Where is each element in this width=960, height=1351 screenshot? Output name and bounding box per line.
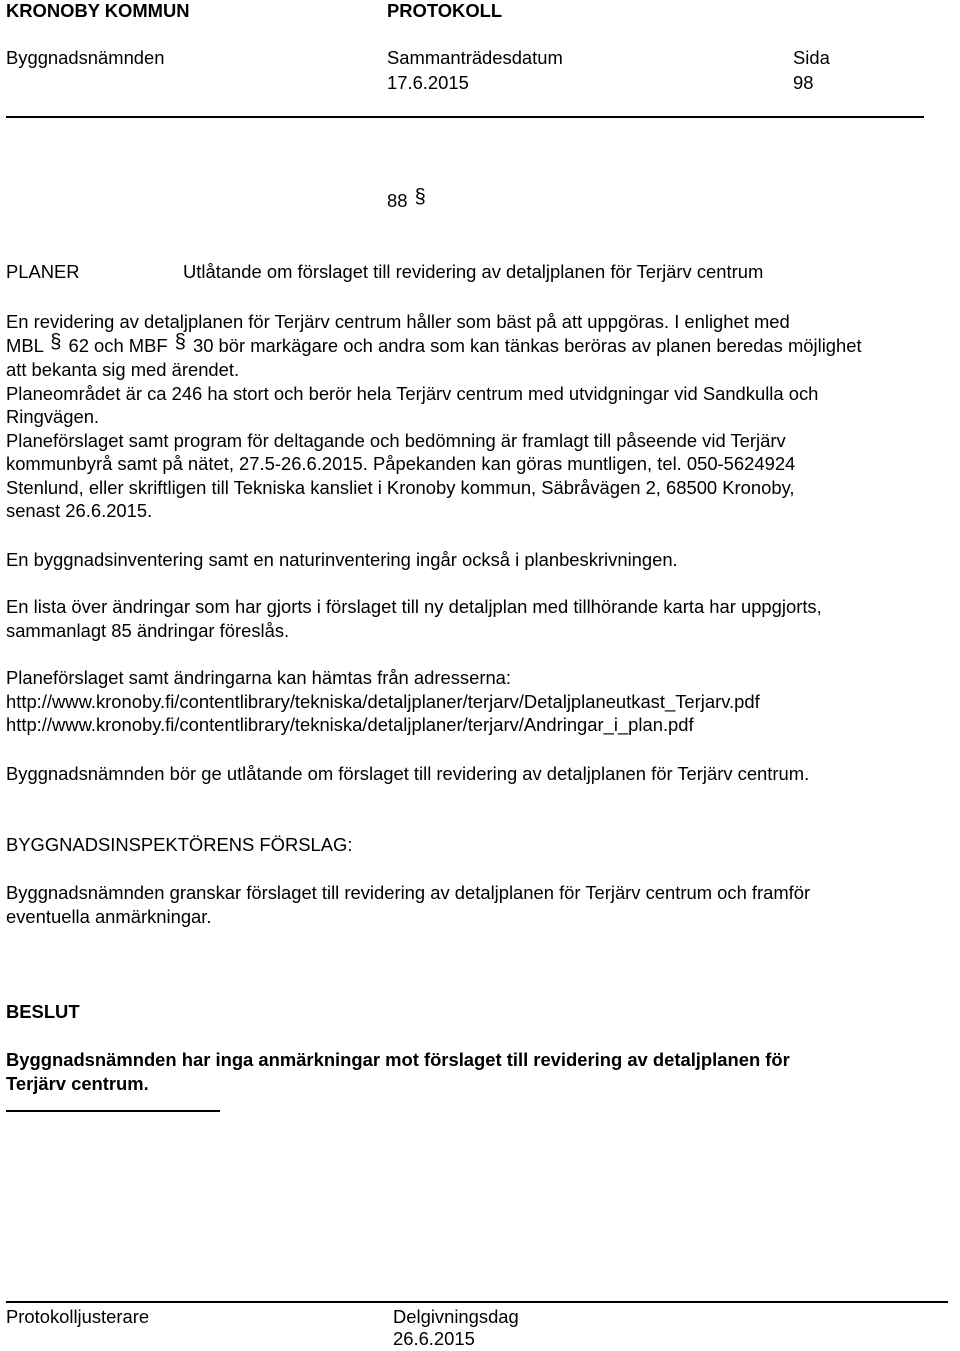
section-symbol: § xyxy=(174,330,186,353)
text-line: En lista över ändringar som har gjorts i förslaget till ny detaljplan med tillhörande karta har uppgjorts, xyxy=(6,596,822,617)
text-line: Byggnadsnämnden har inga anmärkningar mot förslaget till revidering av detaljplanen för xyxy=(6,1049,790,1070)
page-number: 98 xyxy=(793,72,814,93)
proposal-heading: BYGGNADSINSPEKTÖRENS FÖRSLAG: xyxy=(6,834,353,855)
text-line: sammanlagt 85 ändringar föreslås. xyxy=(6,619,290,641)
section-symbol: § xyxy=(414,186,426,208)
municipality-name: KRONOBY KOMMUN xyxy=(6,0,190,21)
intro-paragraph xyxy=(6,310,946,523)
section-number-value: 88 xyxy=(387,190,408,211)
text-line: En revidering av detaljplanen för Terjärv centrum håller som bäst på att uppgöras. I enlighet med xyxy=(6,311,790,332)
text-line: Byggnadsnämnden bör ge utlåtande om förslaget till revidering av detaljplanen för Terjärv centrum. xyxy=(6,763,810,784)
meeting-date-value: 17.6.2015 xyxy=(387,72,469,93)
decision-heading: BESLUT xyxy=(6,1001,80,1022)
document-type: PROTOKOLL xyxy=(387,0,503,21)
text-line: Ringvägen. xyxy=(6,406,100,427)
meeting-date-label: Sammanträdesdatum xyxy=(387,47,563,68)
text-line: Byggnadsnämnden granskar förslaget till revidering av detaljplanen för Terjärv centrum och framför xyxy=(6,882,811,903)
text-line: En byggnadsinventering samt en naturinventering ingår också i planbeskrivningen. xyxy=(6,549,678,570)
text-line: Stenlund, eller skriftligen till Tekniska kansliet i Kronoby kommun, Säbråvägen 2, 68500 Kronoby, xyxy=(6,476,795,498)
section-symbol: § xyxy=(50,330,62,353)
text-line: kommunbyrå samt på nätet, 27.5-26.6.2015. Påpekanden kan göras muntligen, tel. 050-5624924 xyxy=(6,453,796,474)
text-line: MBL § 62 och MBF § 30 bör markägare och andra som kan tänkas beröras av planen beredas möjlighet xyxy=(6,330,862,356)
changes-list-link[interactable]: http://www.kronoby.fi/contentlibrary/tekniska/detaljplaner/terjarv/Andringar_i_plan.pdf xyxy=(6,714,694,735)
text-line: Terjärv centrum. xyxy=(6,1072,149,1094)
board-name: Byggnadsnämnden xyxy=(6,47,165,68)
header-divider xyxy=(6,116,924,118)
inventory-paragraph xyxy=(6,548,946,572)
changes-paragraph xyxy=(6,595,946,642)
section-title: Utlåtande om förslaget till revidering av detaljplanen för Terjärv centrum xyxy=(183,261,764,282)
decision-paragraph xyxy=(6,1048,946,1095)
decision-end-rule xyxy=(6,1110,220,1112)
adjuster-label: Protokolljusterare xyxy=(6,1306,150,1327)
text-line: Planeområdet är ca 246 ha stort och berör hela Terjärv centrum med utvidgningar vid Sandkulla och xyxy=(6,382,819,404)
text-line: senast 26.6.2015. xyxy=(6,500,153,521)
text-line: Planeförslaget samt program för deltagande och bedömning är framlagt till påseende vid Terjärv xyxy=(6,429,786,451)
proposal-paragraph xyxy=(6,881,946,928)
statement-paragraph xyxy=(6,762,946,786)
page-label: Sida xyxy=(793,47,830,68)
text-line: att bekanta sig med ärendet. xyxy=(6,359,240,380)
download-paragraph xyxy=(6,666,946,737)
text-line: eventuella anmärkningar. xyxy=(6,905,212,927)
section-category: PLANER xyxy=(6,261,80,282)
notice-date-value: 26.6.2015 xyxy=(393,1328,475,1349)
plan-draft-link[interactable]: http://www.kronoby.fi/contentlibrary/tekniska/detaljplaner/terjarv/Detaljplaneutkast_Terjarv.pdf xyxy=(6,690,760,712)
text-line: Planeförslaget samt ändringarna kan hämtas från adresserna: xyxy=(6,667,512,688)
section-number xyxy=(387,186,428,213)
notice-date-label: Delgivningsdag xyxy=(393,1306,519,1327)
footer-divider xyxy=(6,1301,948,1303)
